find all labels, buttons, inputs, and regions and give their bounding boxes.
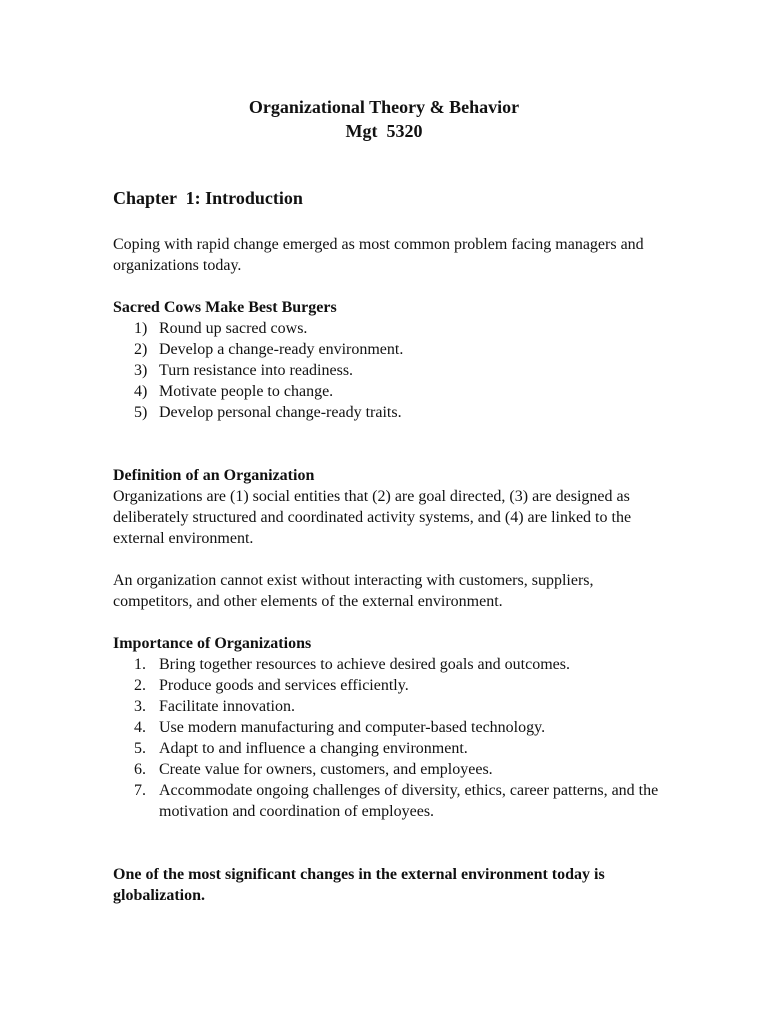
- globalization-statement: One of the most significant changes in the external environment today is globalization.: [113, 866, 605, 904]
- list-item: [113, 780, 673, 822]
- list-item-number: 6.: [134, 761, 146, 778]
- list-item-number: 3.: [134, 698, 146, 715]
- list-item: [113, 675, 673, 696]
- list-item-number: 3): [134, 362, 148, 379]
- list-item: [113, 696, 673, 717]
- list-item: [113, 381, 673, 402]
- course-title: Organizational Theory & Behavior: [248, 97, 520, 117]
- list-item-text: Accommodate ongoing challenges of diversity, ethics, career patterns, and the motivation and coordination of employees.: [159, 782, 659, 820]
- list-item-text: Produce goods and services efficiently.: [159, 677, 409, 694]
- list-item-number: 7.: [134, 782, 146, 799]
- list-item-text: Round up sacred cows.: [159, 320, 308, 337]
- course-code: Mgt 5320: [345, 121, 423, 141]
- list-item-text: Create value for owners, customers, and employees.: [159, 761, 493, 778]
- list-item-number: 5.: [134, 740, 146, 757]
- intro-paragraph: Coping with rapid change emerged as most common problem facing managers and organizations today.: [113, 236, 644, 274]
- list-item-text: Motivate people to change.: [159, 383, 334, 400]
- external-environment-paragraph: An organization cannot exist without interacting with customers, suppliers, competitors, and other elements of the external environment.: [113, 572, 594, 610]
- list-item-number: 2.: [134, 677, 146, 694]
- sacred-cows-heading: Sacred Cows Make Best Burgers: [113, 299, 337, 316]
- spacer: [113, 822, 673, 864]
- list-item-text: Facilitate innovation.: [159, 698, 295, 715]
- list-item: [113, 402, 673, 423]
- list-item: [113, 759, 673, 780]
- definition-heading: Definition of an Organization: [113, 467, 315, 484]
- list-item: [113, 339, 673, 360]
- list-item-number: 1): [134, 320, 148, 337]
- list-item-text: Turn resistance into readiness.: [159, 362, 354, 379]
- spacer: [113, 423, 673, 465]
- list-item: [113, 318, 673, 339]
- list-item-number: 4): [134, 383, 148, 400]
- list-item-number: 1.: [134, 656, 146, 673]
- importance-list: [113, 654, 673, 822]
- document-title-block: [0, 95, 768, 143]
- list-item: [113, 717, 673, 738]
- list-item-text: Develop personal change-ready traits.: [159, 404, 402, 421]
- list-item-number: 4.: [134, 719, 146, 736]
- document-body: [113, 186, 673, 906]
- list-item-text: Bring together resources to achieve desired goals and outcomes.: [159, 656, 570, 673]
- sacred-cows-list: [113, 318, 673, 423]
- chapter-heading: Chapter 1: Introduction: [113, 188, 303, 208]
- list-item-text: Develop a change-ready environment.: [159, 341, 404, 358]
- list-item-number: 2): [134, 341, 148, 358]
- list-item: [113, 360, 673, 381]
- list-item: [113, 738, 673, 759]
- list-item-text: Use modern manufacturing and computer-based technology.: [159, 719, 546, 736]
- list-item-number: 5): [134, 404, 148, 421]
- definition-paragraph: Organizations are (1) social entities that (2) are goal directed, (3) are designed as deliberately structured and coordinated activity systems, and (4) are linked to the external environment.: [113, 488, 632, 547]
- list-item-text: Adapt to and influence a changing environment.: [159, 740, 468, 757]
- importance-heading: Importance of Organizations: [113, 635, 312, 652]
- list-item: [113, 654, 673, 675]
